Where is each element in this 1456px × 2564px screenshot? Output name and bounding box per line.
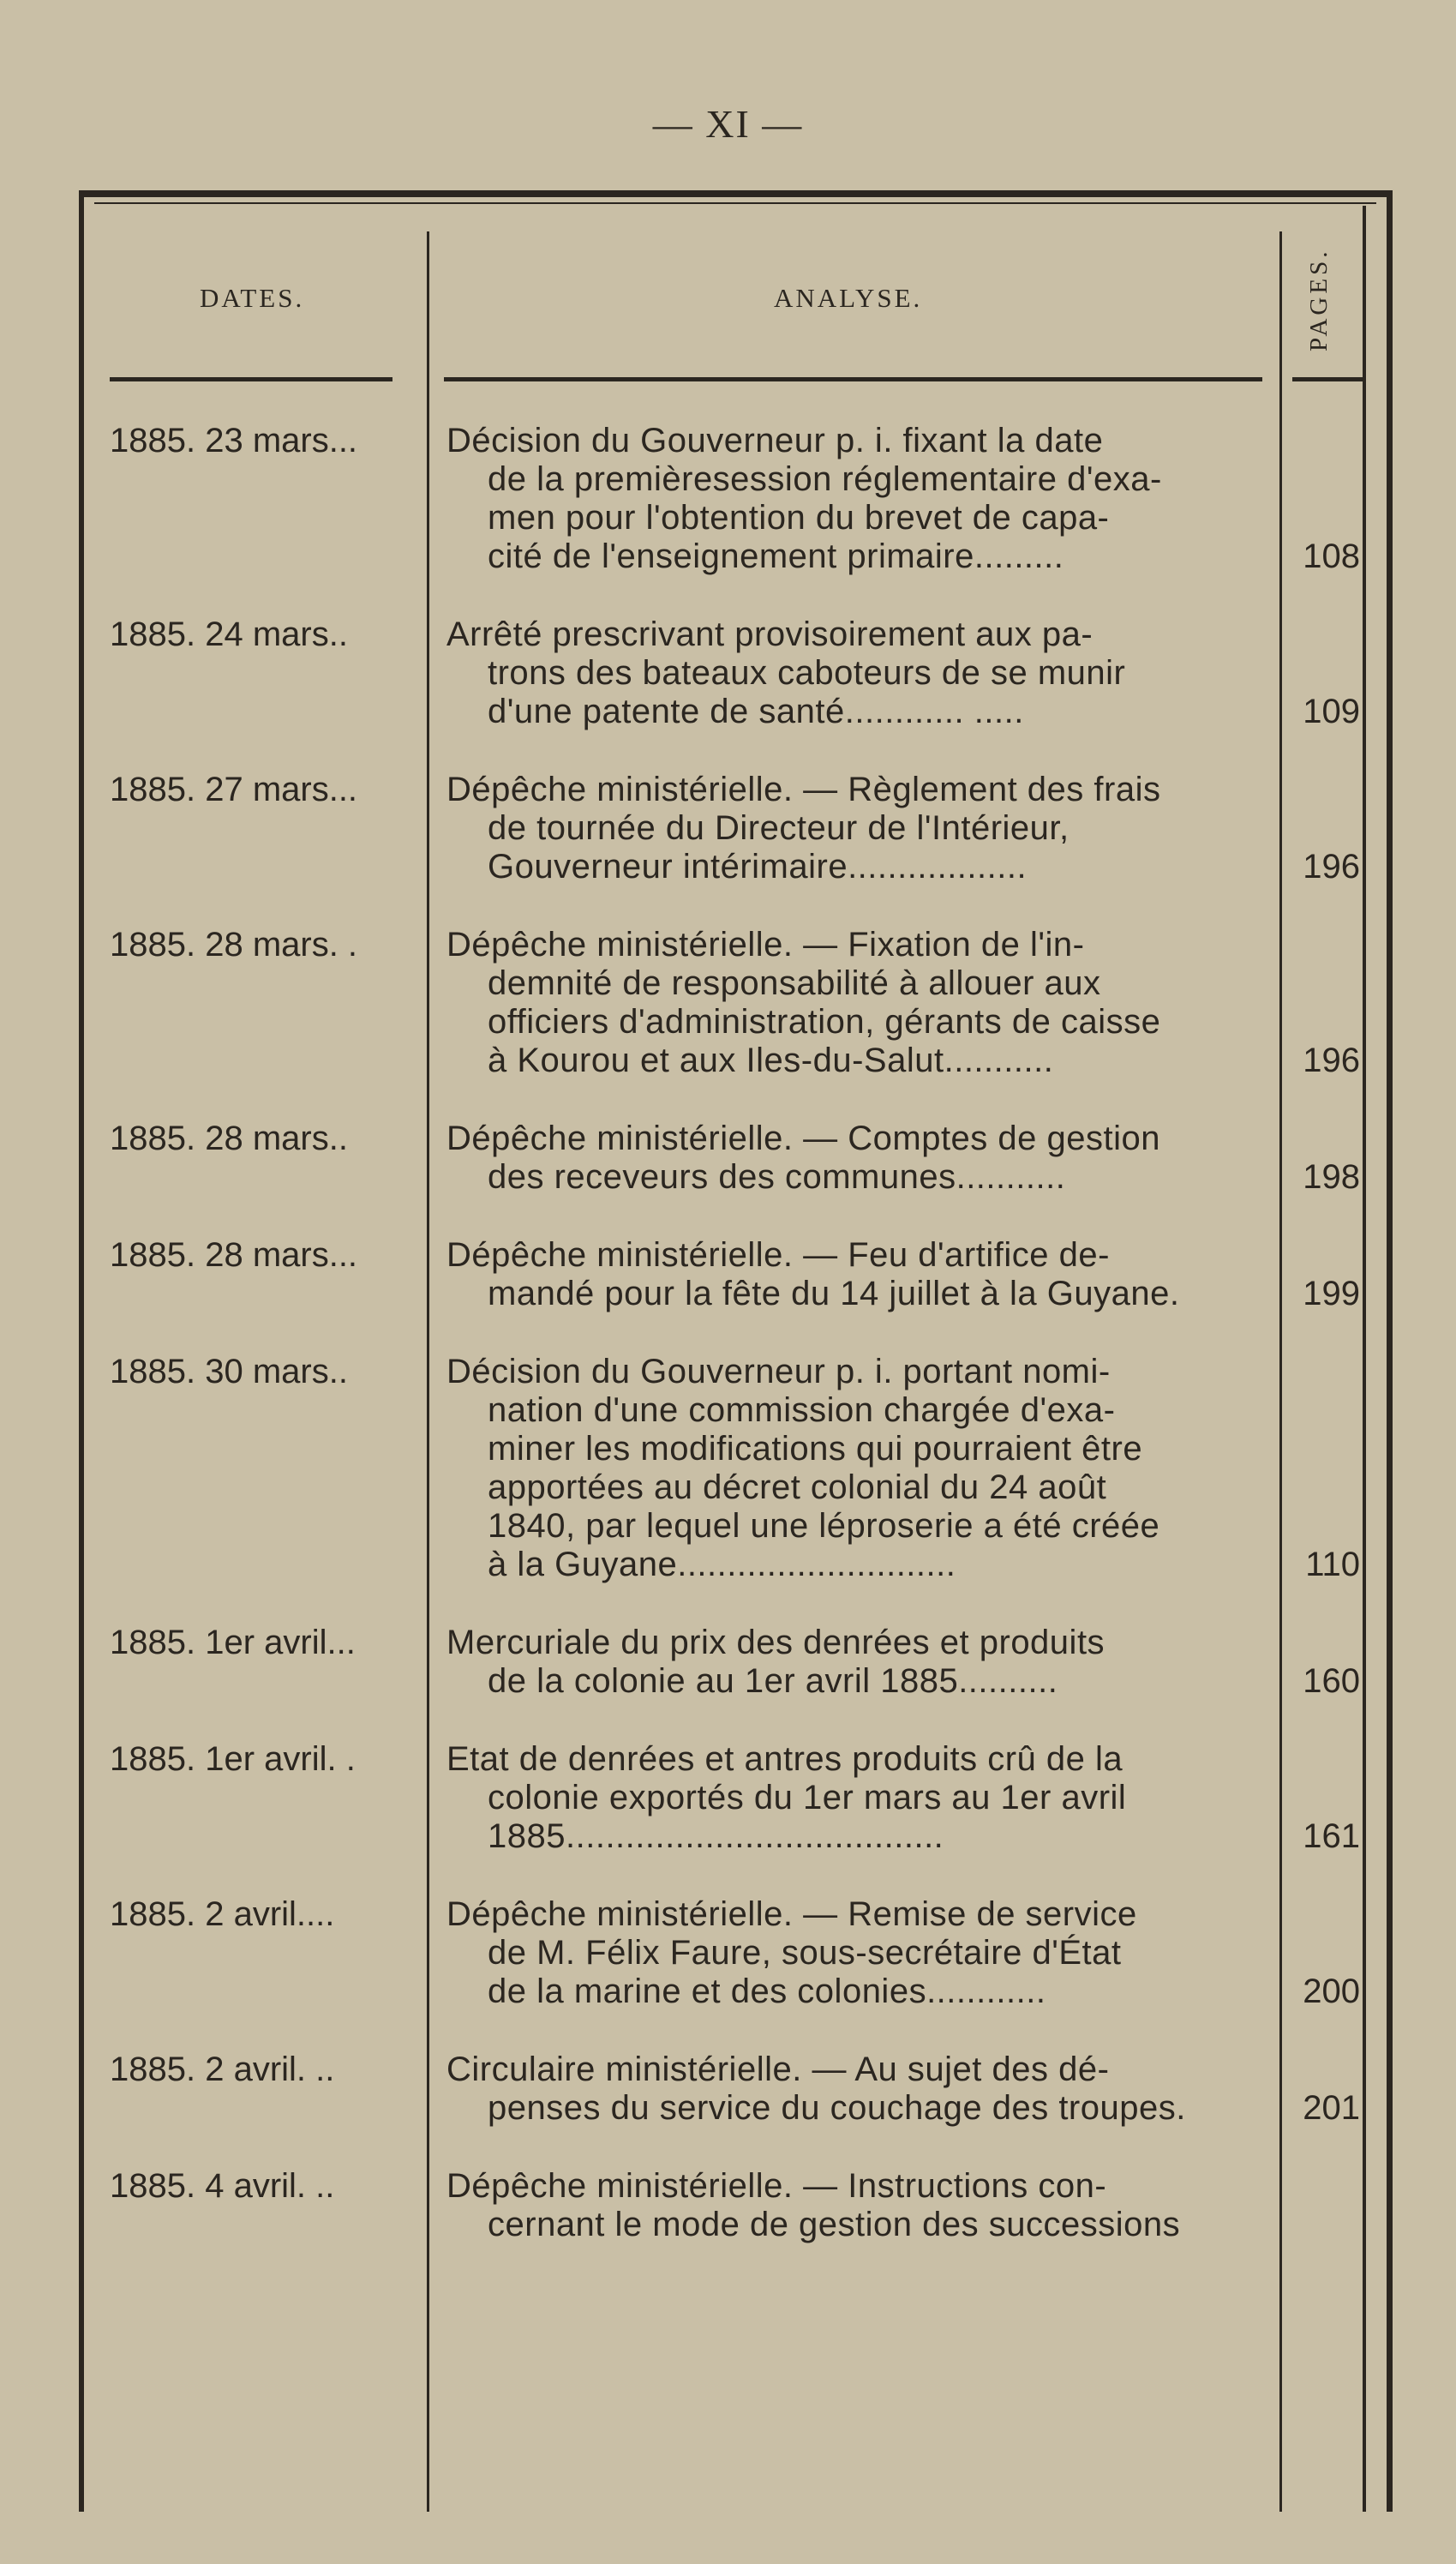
entry-page: 199 [1303,1275,1360,1312]
entry-page: 198 [1303,1158,1360,1196]
analysis-line: Dépêche ministérielle. — Remise de service [446,1895,1137,1933]
header-rule-pages [1292,377,1363,381]
entry-date: 1885. 28 mars... [110,1236,358,1274]
entry-analysis [446,615,1273,731]
table-row [84,771,1387,886]
entry-date: 1885. 2 avril.... [110,1895,335,1933]
analysis-line: des receveurs des communes........... [488,1158,1066,1196]
entry-analysis [446,2051,1273,2128]
analysis-line: demnité de responsabilité à allouer aux [488,964,1101,1002]
table-row [84,615,1387,731]
entry-analysis [446,1120,1273,1197]
analysis-line: d'une patente de santé............ ..... [488,693,1024,730]
analysis-line: penses du service du couchage des troupes. [488,2089,1186,2127]
entry-date: 1885. 24 mars.. [110,615,348,653]
table-row [84,422,1387,576]
entry-analysis [446,771,1273,886]
analysis-line: trons des bateaux caboteurs de se munir [488,654,1126,692]
entry-date: 1885. 27 mars... [110,771,358,808]
analysis-line: cité de l'enseignement primaire......... [488,537,1064,575]
table-row [84,1120,1387,1197]
entry-page: 160 [1303,1662,1360,1700]
analysis-line: Arrêté prescrivant provisoirement aux pa- [446,615,1093,653]
analysis-line: Dépêche ministérielle. — Comptes de gestion [446,1120,1161,1157]
entry-page: 196 [1303,848,1360,886]
header-rule-analyse [444,377,1262,381]
entry-page: 110 [1305,1546,1360,1583]
entry-page: 201 [1303,2089,1360,2127]
analysis-line: de M. Félix Faure, sous-secrétaire d'État [488,1934,1122,1972]
entry-page: 196 [1303,1042,1360,1079]
analysis-line: de la marine et des colonies............ [488,1973,1046,2010]
entry-date: 1885. 23 mars... [110,422,358,459]
analysis-line: mandé pour la fête du 14 juillet à la Guyane. [488,1275,1180,1312]
table-row [84,1236,1387,1313]
entry-analysis [446,422,1273,576]
entry-date: 1885. 2 avril. .. [110,2051,335,2088]
entry-analysis [446,1624,1273,1701]
entry-page: 109 [1303,693,1360,730]
header-dates: DATES. [200,283,305,313]
header-pages: PAGES. [1305,248,1333,352]
analysis-line: cernant le mode de gestion des successions [488,2206,1181,2243]
entry-analysis [446,1353,1273,1584]
analysis-line: Dépêche ministérielle. — Instructions con- [446,2167,1107,2205]
analysis-line: miner les modifications qui pourraient être [488,1430,1143,1468]
entry-analysis [446,1740,1273,1856]
entry-page: 161 [1303,1817,1360,1855]
analysis-line: Décision du Gouverneur p. i. fixant la date [446,422,1104,459]
analysis-line: de la colonie au 1er avril 1885.......... [488,1662,1058,1700]
entry-date: 1885. 30 mars.. [110,1353,348,1390]
analysis-line: Etat de denrées et antres produits crû de la [446,1740,1123,1778]
analysis-line: officiers d'administration, gérants de caisse [488,1003,1161,1041]
analysis-line: Gouverneur intérimaire.................. [488,848,1028,886]
analysis-line: Mercuriale du prix des denrées et produits [446,1624,1105,1661]
analysis-line: Dépêche ministérielle. — Fixation de l'in- [446,926,1085,964]
entry-date: 1885. 1er avril... [110,1624,356,1661]
analysis-line: Circulaire ministérielle. — Au sujet des dé- [446,2051,1110,2088]
page-number: — XI — [652,102,804,146]
analysis-line: à la Guyane............................ [488,1546,956,1583]
table-row [84,1353,1387,1584]
table-top-rule [94,202,1376,204]
analysis-line: Dépêche ministérielle. — Règlement des frais [446,771,1161,808]
table-row [84,2051,1387,2128]
entry-date: 1885. 28 mars. . [110,926,358,964]
analysis-line: 1885...................................... [488,1817,944,1855]
entry-analysis [446,1236,1273,1313]
entry-date: 1885. 4 avril. .. [110,2167,335,2205]
header-analyse: ANALYSE. [774,283,923,313]
table-row [84,926,1387,1080]
analysis-line: Dépêche ministérielle. — Feu d'artifice de- [446,1236,1110,1274]
table-body [84,422,1387,2244]
entry-date: 1885. 28 mars.. [110,1120,348,1157]
analysis-line: Décision du Gouverneur p. i. portant nomi- [446,1353,1111,1390]
table-row [84,1624,1387,1701]
table-row [84,1740,1387,1856]
analysis-line: 1840, par lequel une léproserie a été créée [488,1507,1160,1545]
table-row [84,1895,1387,2011]
analysis-line: à Kourou et aux Iles-du-Salut........... [488,1042,1054,1079]
header-rule-dates [110,377,392,381]
entry-page: 200 [1303,1973,1360,2010]
entry-analysis [446,926,1273,1080]
table-row [84,2167,1387,2244]
entry-date: 1885. 1er avril. . [110,1740,356,1778]
entry-analysis [446,1895,1273,2011]
index-table [79,190,1393,2512]
entry-page: 108 [1303,537,1360,575]
entry-analysis [446,2167,1273,2244]
analysis-line: colonie exportés du 1er mars au 1er avril [488,1779,1127,1816]
analysis-line: nation d'une commission chargée d'exa- [488,1391,1116,1429]
analysis-line: apportées au décret colonial du 24 août [488,1468,1107,1506]
analysis-line: men pour l'obtention du brevet de capa- [488,499,1110,537]
analysis-line: de la premièresession réglementaire d'exa- [488,460,1162,498]
analysis-line: de tournée du Directeur de l'Intérieur, [488,809,1070,847]
